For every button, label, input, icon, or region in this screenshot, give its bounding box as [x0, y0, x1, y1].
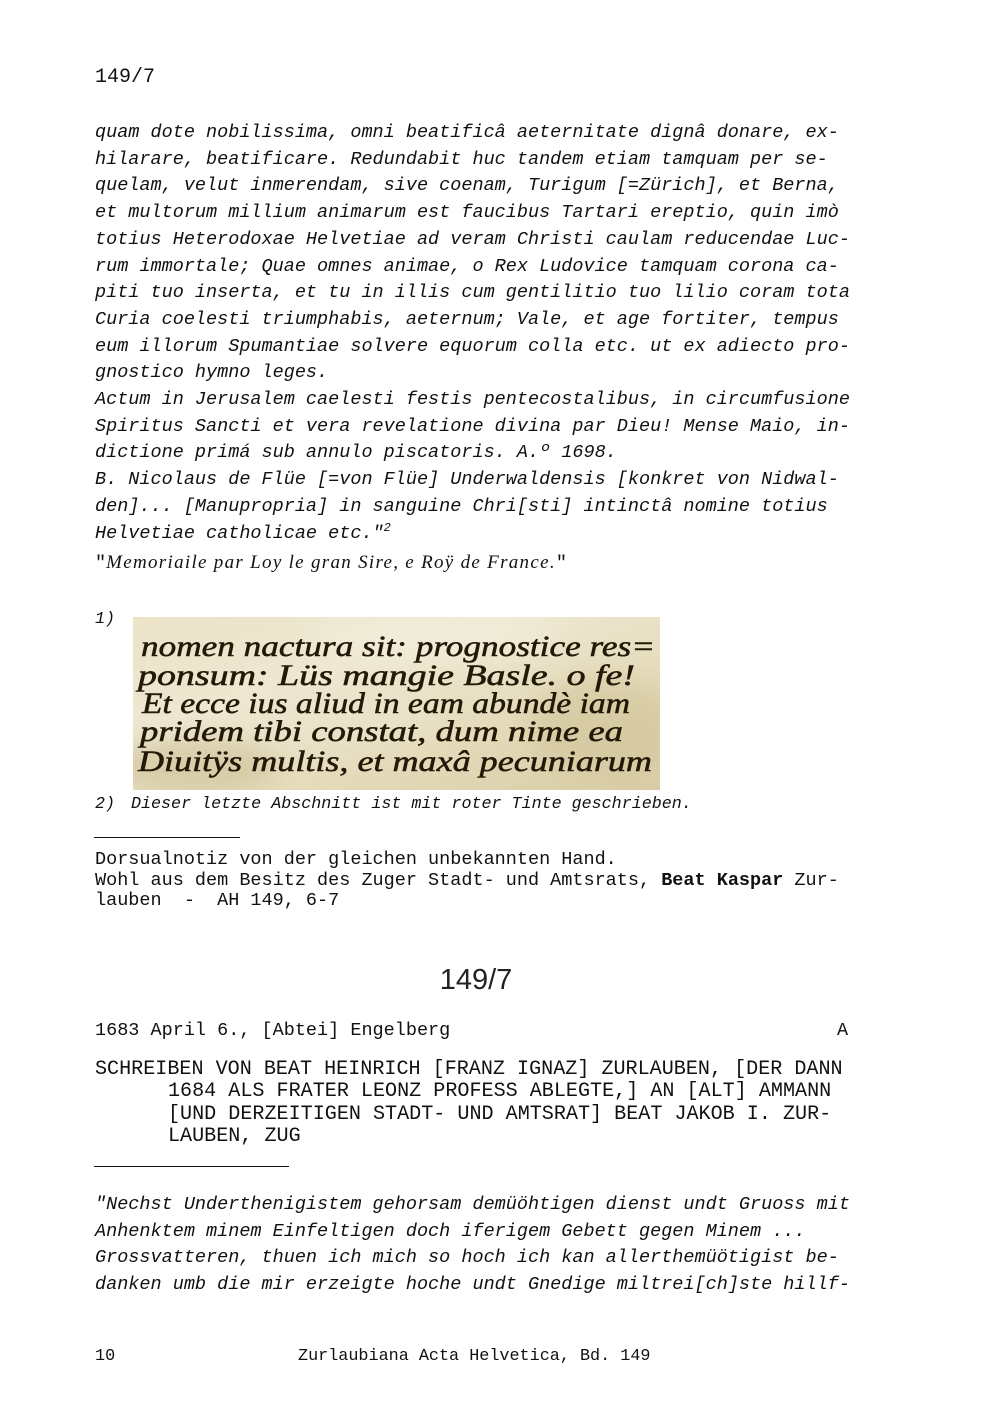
script-text: Memoriaile par Loy le gran Sire, e Roÿ de France. [106, 552, 556, 573]
continuation-line: Curia coelesti triumphabis, aeternum; Vale, et age fortiter, tempus [95, 308, 839, 330]
continuation-line [95, 521, 850, 548]
archival-notes [95, 850, 839, 912]
handwriting-line: nomen nactura sit: prognostice res= [141, 630, 655, 663]
entry-text-line: danken umb die mir erzeigte hoche undt Gnedige miltrei[ch]ste hillf- [95, 1274, 850, 1296]
provenance-note [95, 871, 839, 892]
continuation-line: den]... [Manupropria] in sanguine Chri[sti] intinctâ nomine totius [95, 495, 828, 517]
continuation-text [95, 120, 850, 547]
entry-date-place: 1683 April 6., [Abtei] Engelberg [95, 1020, 451, 1041]
script-quote-line [95, 550, 567, 578]
entry-title-line: 1684 ALS FRATER LEONZ PROFESS ABLEGTE,] AN [ALT] AMMANN [168, 1080, 832, 1104]
footnote-2-label: 2) [95, 795, 116, 814]
handwriting-line: pridem tibi constat, dum nime ea [137, 715, 623, 748]
handwriting-line: Et ecce ius aliud in eam abundè iam [140, 687, 630, 720]
running-head: 149/7 [95, 66, 156, 89]
provenance-reference: lauben - AH 149, 6-7 [95, 890, 340, 911]
continuation-line: totius Heterodoxae Helvetiae ad veram Christi caulam reducendae Luc- [95, 228, 850, 250]
continuation-line: et multorum millium animarum est faucibus Tartari ereptio, quin imò [95, 202, 839, 224]
dorsal-note: Dorsualnotiz von der gleichen unbekannten Hand. [95, 849, 617, 870]
provenance-text: Zur- [783, 869, 839, 891]
entry-title-line: [UND DERZEITIGEN STADT- UND AMTSRAT] BEAT JAKOB I. ZUR- [168, 1102, 832, 1126]
provenance-text: Wohl aus dem Besitz des Zuger Stadt- und Amtsrats, [95, 869, 662, 891]
continuation-line: Actum in Jerusalem caelesti festis pentecostalibus, in circumfusione [95, 389, 850, 411]
continuation-line: Spiritus Sancti et vera revelatione divina par Dieu! Mense Maio, in- [95, 415, 850, 437]
continuation-line: eum illorum Spumantiae solvere equorum colla etc. ut ex adiecto pro- [95, 335, 850, 357]
continuation-line: quelam, velut inmerendam, sive coenam, Turigum [=Zürich], et Berna, [95, 175, 839, 197]
continuation-line: quam dote nobilissima, omni beatificâ aeternitate dignâ donare, ex- [95, 122, 839, 143]
entry-title-line: SCHREIBEN VON BEAT HEINRICH [FRANZ IGNAZ] ZURLAUBEN, [DER DANN [95, 1058, 843, 1081]
entry-text [95, 1192, 850, 1299]
continuation-line: dictione primá sub annulo piscatoris. A.º 1698. [95, 442, 617, 464]
entry-title-line: LAUBEN, ZUG [168, 1124, 301, 1148]
entry-title [95, 1059, 843, 1148]
footnote-2 [95, 795, 692, 815]
entry-document-type: A [837, 1020, 849, 1041]
handwriting-line: ponsum: Lüs mangie Basle. o fe! [135, 659, 635, 692]
continuation-line: hilarare, beatificare. Redundabit huc tandem etiam tamquam per se- [95, 148, 828, 170]
page-number: 10 [95, 1347, 116, 1366]
title-divider [94, 1166, 289, 1167]
provenance-person: Beat Kaspar [661, 869, 784, 891]
continuation-line: piti tuo inserta, et tu in illis cum gentilitio tuo lilio coram tota [95, 282, 850, 304]
footnote-1-label: 1) [95, 610, 116, 629]
close-quote: " [555, 553, 567, 574]
handwriting-line: Diuitÿs multis, et maxâ pecuniarum [136, 745, 652, 778]
manuscript-image [133, 617, 660, 790]
entry-text-line: "Nechst Underthenigistem gehorsam demüöhtigen dienst undt Gruoss mit [95, 1194, 850, 1215]
footnote-2-text: Dieser letzte Abschnitt ist mit roter Tinte geschrieben. [131, 795, 692, 814]
continuation-line: rum immortale; Quae omnes animae, o Rex Ludovice tamquam corona ca- [95, 255, 839, 277]
continuation-line: B. Nicolaus de Flüe [=von Flüe] Underwaldensis [konkret von Nidwal- [95, 469, 839, 491]
entry-text-line: Anhenktem minem Einfeltigen doch iferigem Gebett gegen Minem ... [95, 1220, 806, 1242]
series-title: Zurlaubiana Acta Helvetica, Bd. 149 [298, 1347, 651, 1366]
continuation-line: gnostico hymno leges. [95, 362, 329, 384]
entry-text-line: Grossvatteren, thuen ich mich so hoch ich kan allerthemüötigist be- [95, 1247, 839, 1269]
open-quote: " [95, 553, 107, 574]
entry-number-heading: 149/7 [439, 964, 513, 996]
footnote-reference: 2 [383, 520, 391, 535]
manuscript-handwriting [135, 630, 655, 778]
continuation-line-text: Helvetiae catholicae etc." [95, 522, 384, 544]
footnote-divider [94, 837, 240, 838]
